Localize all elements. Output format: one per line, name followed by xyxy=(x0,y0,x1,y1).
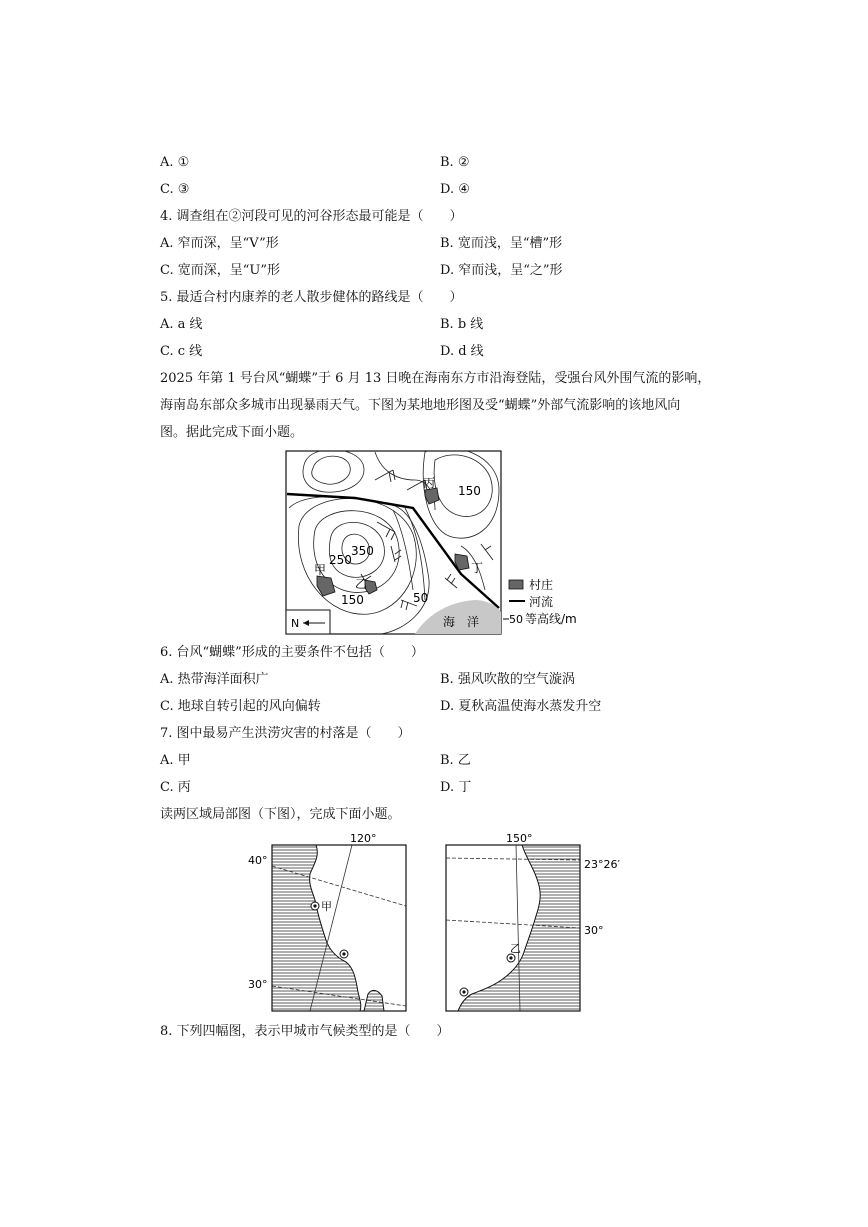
q5-option-d: D. d 线 xyxy=(440,344,484,359)
lat-label-bottom: 30° xyxy=(248,978,268,991)
contour-label: 150 xyxy=(458,484,481,498)
village-label-jia: 甲 xyxy=(314,563,327,577)
lon-label: 150° xyxy=(506,832,533,845)
contour-label: 50 xyxy=(413,591,429,605)
lat-label-tropic: 23°26′ xyxy=(584,858,620,871)
q6-option-b: B. 强风吹散的空气漩涡 xyxy=(440,672,575,687)
city-jia-label: 甲 xyxy=(321,900,332,913)
village-label-bing: 丙 xyxy=(423,476,436,490)
regional-map-jia xyxy=(244,828,414,1014)
topographic-wind-map xyxy=(285,450,595,638)
intro2-line2: 海南岛东部众多城市出现暴雨天气。下图为某地地形图及受“蝴蝶”外部气流影响的该地风向 xyxy=(160,398,681,413)
q7-option-b: B. 乙 xyxy=(440,753,471,768)
intro3: 读两区域局部图（下图），完成下面小题。 xyxy=(160,807,401,822)
q4-option-b: B. 宽而浅，呈“槽”形 xyxy=(440,236,563,251)
q7-option-c: C. 丙 xyxy=(160,780,191,795)
q3-option-d: D. ④ xyxy=(440,182,470,197)
q5-stem: 5. 最适合村内康养的老人散步健体的路线是（ ） xyxy=(160,290,463,305)
city-dot xyxy=(462,990,465,993)
q4-option-a: A. 窄而深，呈“V”形 xyxy=(160,236,279,251)
q6-option-a: A. 热带海洋面积广 xyxy=(160,672,269,687)
legend-contour-number: 50 xyxy=(509,613,523,626)
q7-option-d: D. 丁 xyxy=(440,780,472,795)
q5-option-a: A. a 线 xyxy=(160,317,203,332)
q5-option-b: B. b 线 xyxy=(440,317,484,332)
intro2-line1: 2025 年第 1 号台风“蝴蝶”于 6 月 13 日晚在海南东方市沿海登陆，受强台风外围气流的影响， xyxy=(160,371,711,386)
legend-river-label: 河流 xyxy=(529,595,554,609)
q5-option-c: C. c 线 xyxy=(160,344,203,359)
contour-label: 150 xyxy=(341,593,364,607)
city-yi-dot xyxy=(509,956,512,959)
q7-stem: 7. 图中最易产生洪涝灾害的村落是（ ） xyxy=(160,726,411,741)
q4-option-c: C. 宽而深，呈“U”形 xyxy=(160,263,280,278)
intro2-line3: 图。据此完成下面小题。 xyxy=(160,425,304,440)
lat-label-30: 30° xyxy=(584,924,604,937)
q3-option-c: C. ③ xyxy=(160,182,190,197)
village-label-yi: 乙 xyxy=(355,577,368,591)
q4-option-d: D. 窄而浅，呈“之”形 xyxy=(440,263,563,278)
q6-option-d: D. 夏秋高温使海水蒸发升空 xyxy=(440,699,602,714)
legend-contour-label: 等高线/m xyxy=(525,612,577,626)
lon-label: 120° xyxy=(350,832,377,845)
legend-village-swatch xyxy=(509,580,523,589)
q6-option-c: C. 地球自转引起的风向偏转 xyxy=(160,699,321,714)
q3-option-a: A. ① xyxy=(160,155,190,170)
legend-village-label: 村庄 xyxy=(529,578,554,592)
q8-stem: 8. 下列四幅图，表示甲城市气候类型的是（ ） xyxy=(160,1024,450,1039)
ocean-inlet xyxy=(364,990,384,1011)
lat-label-top: 40° xyxy=(248,854,268,867)
city-jia-dot xyxy=(313,904,316,907)
sea-label: 海 洋 xyxy=(443,615,480,629)
regional-map-yi xyxy=(444,828,634,1014)
city-dot xyxy=(342,952,345,955)
q7-option-a: A. 甲 xyxy=(160,753,191,768)
contour-label: 350 xyxy=(351,544,374,558)
village-label-ding: 丁 xyxy=(471,561,484,575)
city-yi-label: 乙 xyxy=(510,942,521,955)
q4-stem: 4. 调查组在②河段可见的河谷形态最可能是（ ） xyxy=(160,209,463,224)
q3-option-b: B. ② xyxy=(440,155,470,170)
q6-stem: 6. 台风“蝴蝶”形成的主要条件不包括（ ） xyxy=(160,645,424,660)
north-label: N xyxy=(291,617,300,630)
contour-label: 250 xyxy=(329,553,352,567)
